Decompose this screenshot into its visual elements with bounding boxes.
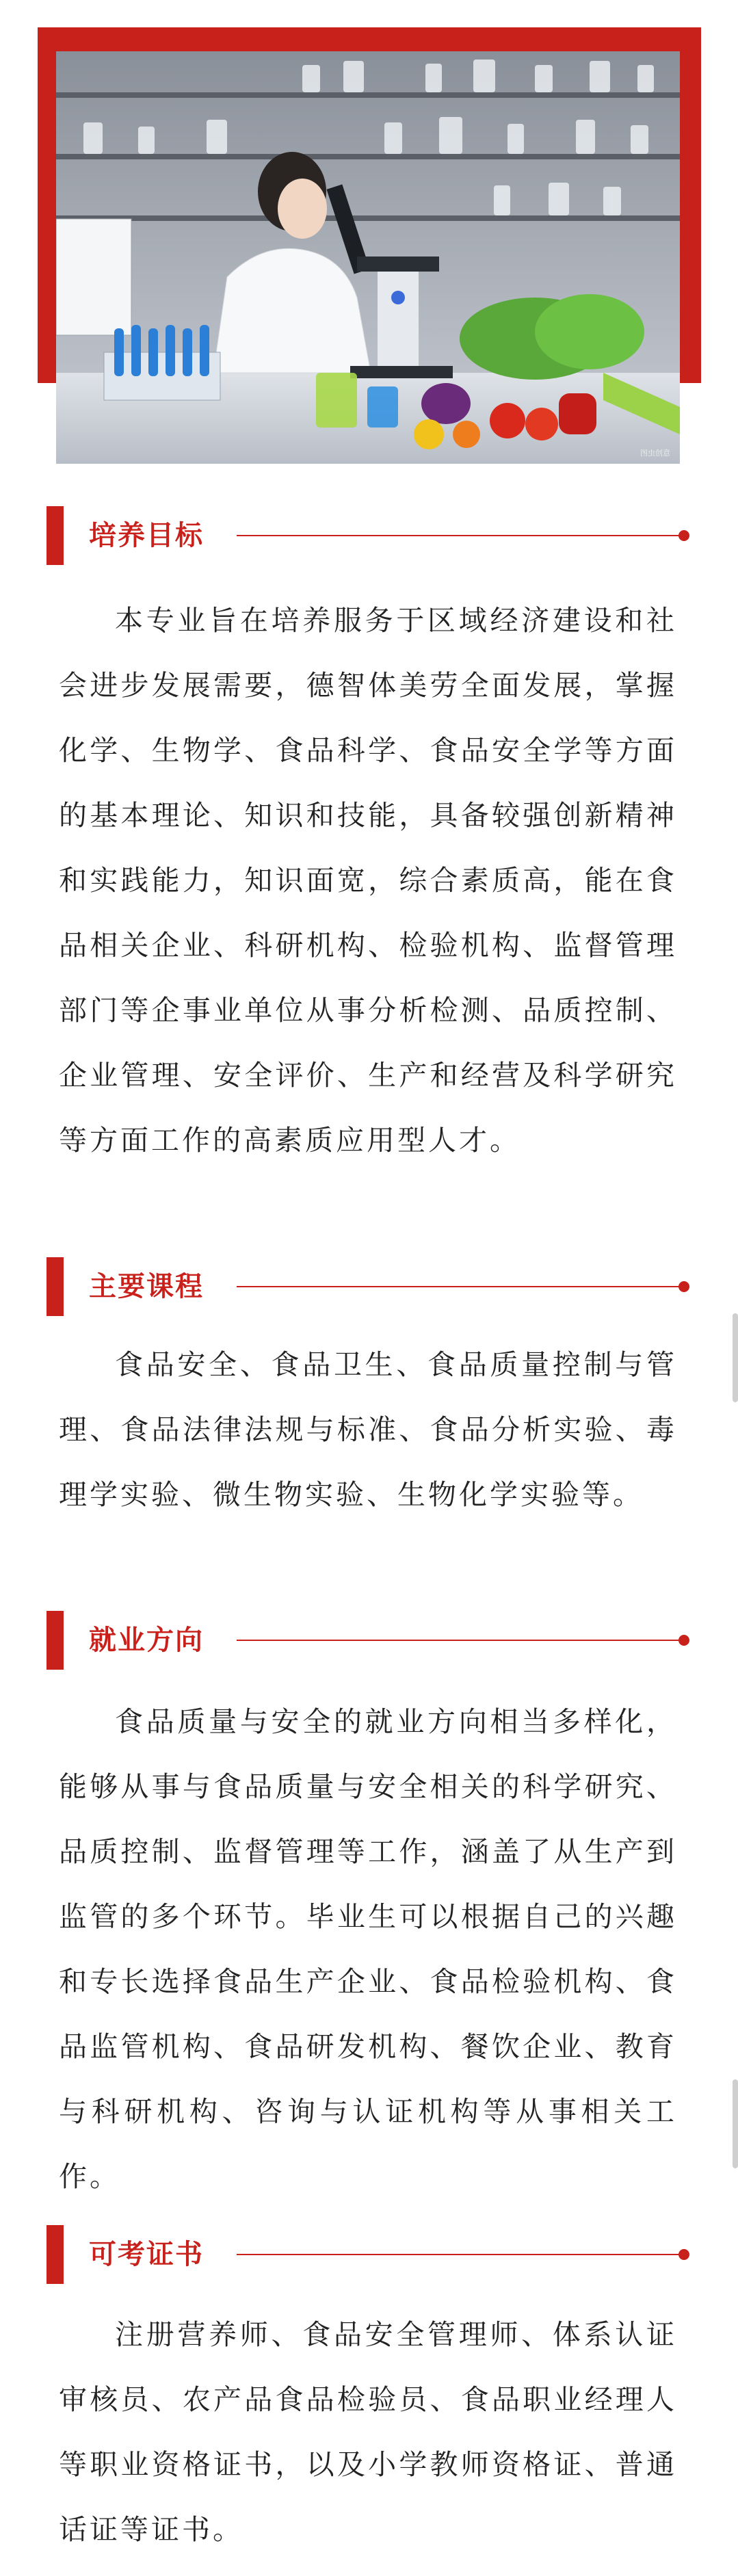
- scrollbar-thumb[interactable]: [733, 2079, 738, 2168]
- section-bar: [47, 1257, 64, 1316]
- monitor: [56, 219, 131, 335]
- section-bar: [47, 1611, 64, 1670]
- section-bar: [47, 506, 64, 565]
- section-body-employment: 食品质量与安全的就业方向相当多样化，能够从事与食品质量与安全相关的科学研究、品质控制、监督管理等工作，涵盖了从生产到监管的多个环节。毕业生可以根据自己的兴趣和专长选择食品生产企业、食品检验机构、食品监管机构、食品研发机构、餐饮企业、教育与科研机构、咨询与认证机构等从事相关工作。: [59, 1705, 677, 2193]
- section-title: 可考证书: [89, 2239, 204, 2270]
- section-dot: [678, 1635, 689, 1646]
- section-rule: [237, 1640, 681, 1641]
- hero-lab-photo: [56, 51, 680, 464]
- section-header-main-courses: [47, 1257, 689, 1316]
- beaker: [316, 373, 357, 428]
- shelf: [56, 154, 680, 159]
- section-body-certificates: 注册营养师、食品安全管理师、体系认证审核员、农产品食品检验员、食品职业经理人等职业资格证书，以及小学教师资格证、普通话证等证书。: [59, 2318, 677, 2546]
- section-dot: [678, 2249, 689, 2260]
- shelf: [56, 92, 680, 98]
- image-watermark: 图虫创意: [640, 449, 670, 458]
- shelf: [56, 215, 680, 221]
- section-rule: [237, 1286, 681, 1287]
- section-bar: [47, 2225, 64, 2284]
- section-title: 就业方向: [89, 1625, 204, 1656]
- section-header-certificates: [47, 2225, 689, 2284]
- section-dot: [678, 1281, 689, 1292]
- section-title: 培养目标: [89, 520, 204, 551]
- section-title: 主要课程: [89, 1271, 204, 1302]
- lab-photo-illustration: [56, 51, 680, 464]
- section-header-employment: [47, 1611, 689, 1670]
- section-dot: [678, 530, 689, 541]
- section-rule: [237, 2254, 681, 2255]
- section-body-main-courses: 食品安全、食品卫生、食品质量控制与管理、食品法律法规与标准、食品分析实验、毒理学实验、微生物实验、生物化学实验等。: [59, 1348, 677, 1511]
- section-header-training-goals: [47, 506, 689, 565]
- cabbage: [421, 383, 471, 424]
- section-rule: [237, 535, 681, 536]
- scrollbar-thumb[interactable]: [733, 1313, 738, 1402]
- section-body-training-goals: 本专业旨在培养服务于区域经济建设和社会进步发展需要，德智体美劳全面发展，掌握化学、生物学、食品科学、食品安全学等方面的基本理论、知识和技能，具备较强创新精神和实践能力，知识面宽，综合素质高，能在食品相关企业、科研机构、检验机构、监督管理部门等企事业单位从事分析检测、品质控制、企业管理、安全评价、生产和经营及科学研究等方面工作的高素质应用型人才。: [59, 604, 677, 1157]
